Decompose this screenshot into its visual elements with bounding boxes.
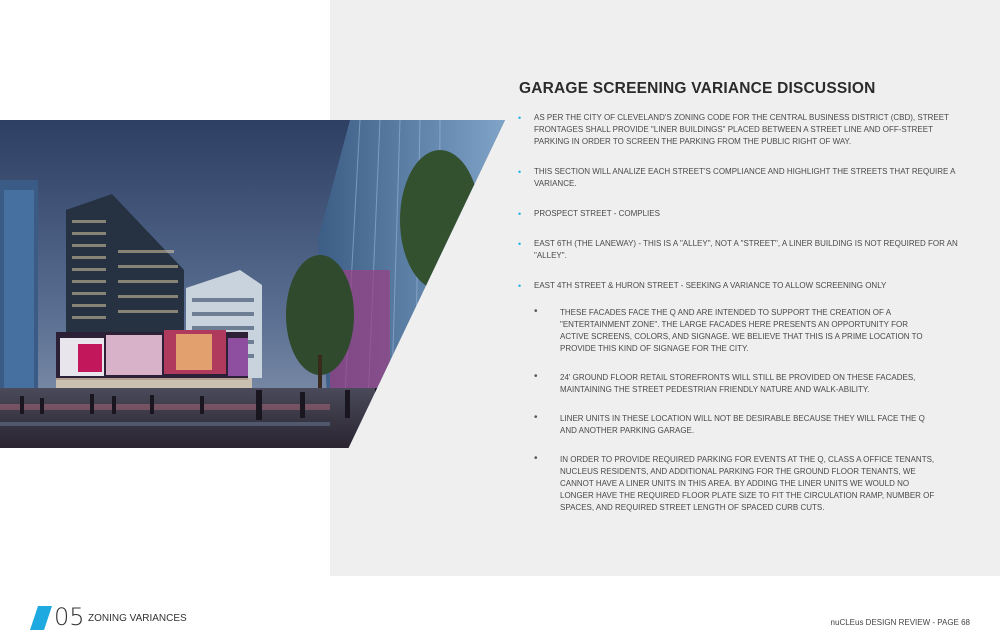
bullet-icon: • [518, 209, 522, 219]
slide-title: GARAGE SCREENING VARIANCE DISCUSSION [519, 80, 876, 97]
bullet-item: • EAST 4TH STREET & HURON STREET - SEEKING A VARIANCE TO ALLOW SCREENING ONLY • THESE FACADES FACE THE Q AND ARE INTENDED TO SUPPORT THE CREATION OF A "ENTERTAINMENT ZONE". THE LARGE FACADES HERE PRESENTS AN OPPORTUNITY FOR ACTIVE SCREENS, COLORS, AND SIGNAGE. WE BELIEVE THAT THIS IS A PRIME LOCATION TO PROVIDE THIS KIND OF SIGNAGE FOR THE CITY. • 24' GROUND FLOOR RETAIL STOREFRONTS WILL STILL BE PROVIDED ON THESE FACADES, MAINTAINING THE STREET PEDESTRIAN FRIENDLY NATURE AND WALK-ABILITY. • LINER UNITS IN THESE LOCATION WILL NOT BE DESIRABLE BECAUSE THEY WILL FACE THE Q AND ANOTHER PARKING GARAGE. • IN ORDER TO PROVIDE REQUIRED PARKING FOR EVENTS AT THE Q, CLASS A OFFICE TENANTS, NUCLEUS RESIDENTS, AND ADDITIONAL PARKING FOR THE GROUND FLOOR TENANTS, WE CANNOT HAVE A LINER UNITS IN THIS AREA. BY ADDING THE LINER UNITS WE WOULD NO LONGER HAVE THE REQUIRED FLOOR PLATE SIZE TO FIT THE CIRCULATION RAMP, NUMBER OF SPACES, AND REQUIRED STREET LENGTH OF SPACED CURB CUTS. [518, 280, 958, 514]
bullet-icon: • [518, 167, 522, 177]
sub-bullet-item: • IN ORDER TO PROVIDE REQUIRED PARKING FOR EVENTS AT THE Q, CLASS A OFFICE TENANTS, NUCLEUS RESIDENTS, AND ADDITIONAL PARKING FOR THE GROUND FLOOR TENANTS, WE CANNOT HAVE A LINER UNITS IN THIS AREA. BY ADDING THE LINER UNITS WE WOULD NO LONGER HAVE THE REQUIRED FLOOR PLATE SIZE TO FIT THE CIRCULATION RAMP, NUMBER OF SPACES, AND REQUIRED STREET LENGTH OF SPACED CURB CUTS. [534, 453, 935, 512]
bullet-item: • THIS SECTION WILL ANALIZE EACH STREET'S COMPLIANCE AND HIGHLIGHT THE STREETS THAT REQUIRE A VARIANCE. [518, 167, 956, 188]
bullet-item: • EAST 6TH (THE LANEWAY) - THIS IS A "ALLEY", NOT A "STREET", A LINER BUILDING IS NOT REQUIRED FOR AN "ALLEY". [518, 239, 958, 260]
sub-bullet-item: • LINER UNITS IN THESE LOCATION WILL NOT BE DESIRABLE BECAUSE THEY WILL FACE THE Q AND ANOTHER PARKING GARAGE. [534, 412, 925, 435]
bullet-item: • PROSPECT STREET - COMPLIES [518, 209, 660, 219]
section-number: 05 [54, 603, 85, 631]
bullet-list [518, 112, 958, 532]
sub-bullet-icon: • [534, 453, 538, 464]
bullet-icon: • [518, 239, 522, 249]
bullet-icon: • [518, 113, 522, 123]
sub-bullet-item: • 24' GROUND FLOOR RETAIL STOREFRONTS WILL STILL BE PROVIDED ON THESE FACADES, MAINTAINING THE STREET PEDESTRIAN FRIENDLY NATURE AND WALK-ABILITY. [534, 371, 916, 394]
page-reference: nuCLEus DESIGN REVIEW - PAGE 68 [830, 618, 970, 627]
bullet-item: • AS PER THE CITY OF CLEVELAND'S ZONING CODE FOR THE CENTRAL BUSINESS DISTRICT (CBD), STREET FRONTAGES SHALL PROVIDE "LINER BUILDINGS" PLACED BETWEEN A STREET LINE AND OFF-STREET PARKING IN ORDER TO SCREEN THE PARKING FROM THE PUBLIC RIGHT OF WAY. [518, 113, 949, 146]
section-name: ZONING VARIANCES [88, 613, 187, 624]
bullet-icon: • [518, 281, 522, 291]
sub-bullet-list [534, 307, 938, 514]
sub-bullet-item: • THESE FACADES FACE THE Q AND ARE INTENDED TO SUPPORT THE CREATION OF A "ENTERTAINMENT ZONE". THE LARGE FACADES HERE PRESENTS AN OPPORTUNITY FOR ACTIVE SCREENS, COLORS, AND SIGNAGE. WE BELIEVE THAT THIS IS A PRIME LOCATION TO PROVIDE THIS KIND OF SIGNAGE FOR THE CITY. [534, 306, 923, 353]
sub-bullet-icon: • [534, 412, 538, 423]
section-mark-icon [30, 606, 56, 630]
sub-bullet-icon: • [534, 306, 538, 317]
sub-bullet-icon: • [534, 371, 538, 382]
